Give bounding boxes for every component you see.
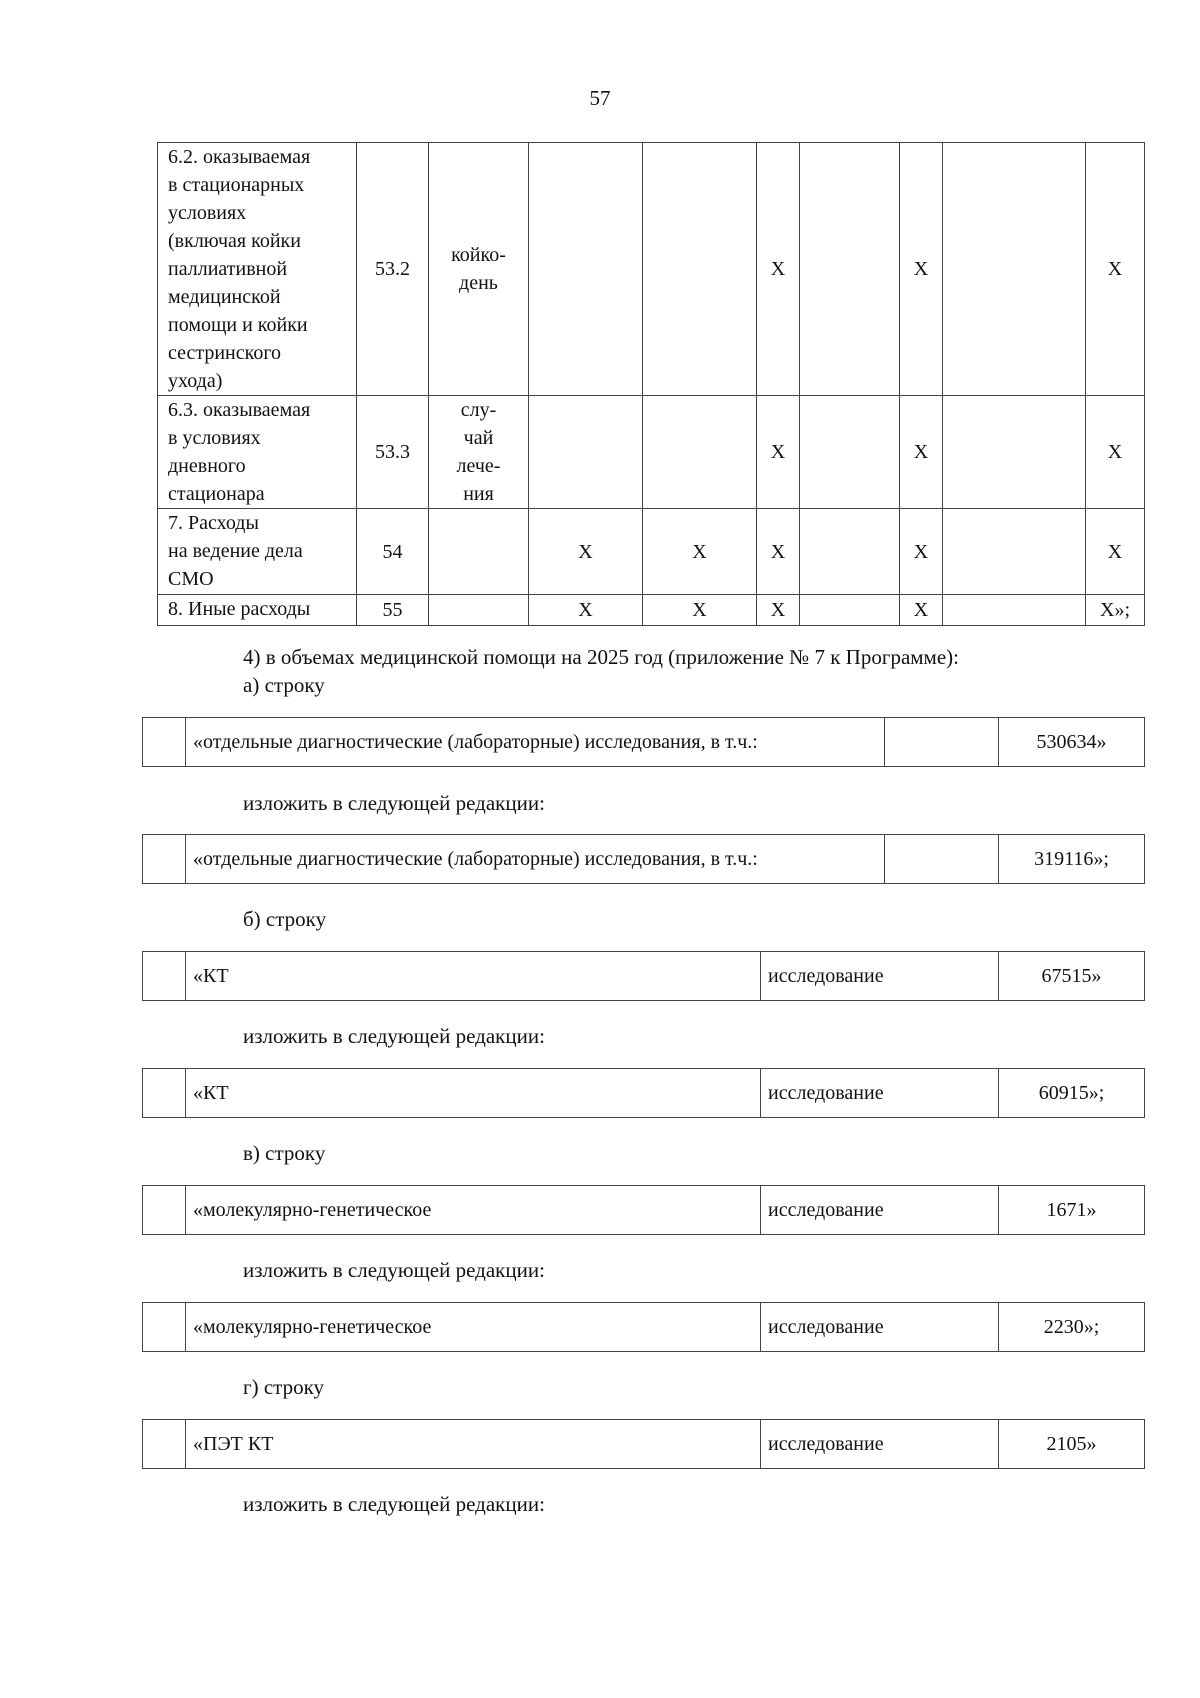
- row-name-line: 6.2. оказываемая: [168, 146, 311, 168]
- row-name: «ПЭТ КТ: [186, 1420, 761, 1469]
- row-name-line: ухода): [168, 370, 223, 392]
- row-unit-cell: [429, 396, 529, 509]
- table-row: [158, 595, 1145, 626]
- row-name: «отдельные диагностические (лабораторные) исследования, в т.ч.:: [186, 835, 885, 884]
- row-c8-cell: Х: [900, 595, 943, 626]
- row-b-old: [142, 951, 1145, 1001]
- row-name-line: дневного: [168, 455, 246, 477]
- row-c8-cell: Х: [900, 396, 943, 509]
- row-unit-cell: [429, 595, 529, 626]
- row-name-cell: [158, 396, 357, 509]
- row-code-cell: 55: [357, 595, 429, 626]
- paragraph-a: а) строку: [243, 673, 325, 697]
- row-g-old: [142, 1419, 1145, 1469]
- redaction-text: изложить в следующей редакции:: [243, 1258, 545, 1282]
- redaction-text: изложить в следующей редакции:: [243, 1024, 545, 1048]
- row-name-line: сестринского: [168, 342, 282, 364]
- row-blank-cell: [143, 718, 186, 767]
- row-c9-cell: [943, 143, 1086, 396]
- row-unit-line: лече-: [456, 455, 501, 477]
- row-c7-cell: [800, 396, 900, 509]
- row-name: «отдельные диагностические (лабораторные) исследования, в т.ч.:: [186, 718, 885, 767]
- table-row: [158, 509, 1145, 595]
- row-blank-cell: [143, 1186, 186, 1235]
- row-unit-line: слу-: [460, 399, 497, 421]
- row-c6-cell: Х: [757, 143, 800, 396]
- row-c7-cell: [800, 509, 900, 595]
- row-unit-line: чай: [463, 427, 494, 449]
- row-unit: исследование: [761, 1303, 999, 1352]
- row-b-new: [142, 1068, 1145, 1118]
- row-a-new: [142, 834, 1145, 884]
- row-value: 60915»;: [999, 1069, 1145, 1118]
- redaction-text: изложить в следующей редакции:: [243, 791, 545, 815]
- row-code-cell: 54: [357, 509, 429, 595]
- row-c6-cell: Х: [757, 595, 800, 626]
- row-unit: исследование: [761, 1420, 999, 1469]
- row-c5-cell: [643, 396, 757, 509]
- row-name-line: 6.3. оказываемая: [168, 399, 311, 421]
- paragraph-4: 4) в объемах медицинской помощи на 2025 год (приложение № 7 к Программе):: [243, 645, 959, 669]
- row-v-new: [142, 1302, 1145, 1352]
- row-value: 1671»: [999, 1186, 1145, 1235]
- row-blank-cell: [143, 835, 186, 884]
- row-c4-cell: Х: [529, 595, 643, 626]
- row-blank-cell: [143, 1420, 186, 1469]
- row-v-old: [142, 1185, 1145, 1235]
- row-name-cell: [158, 595, 357, 626]
- row-c9-cell: [943, 509, 1086, 595]
- row-value: 530634»: [999, 718, 1145, 767]
- row-blank-cell: [143, 1069, 186, 1118]
- row-name-line: паллиативной: [168, 258, 288, 280]
- row-code-cell: 53.2: [357, 143, 429, 396]
- row-c10-cell: Х: [1086, 143, 1145, 396]
- row-c10-cell: Х: [1086, 509, 1145, 595]
- row-name-line: СМО: [168, 568, 214, 590]
- row-blank-cell: [143, 952, 186, 1001]
- redaction-text: изложить в следующей редакции:: [243, 1492, 545, 1516]
- row-c4-cell: Х: [529, 509, 643, 595]
- row-c4-cell: [529, 396, 643, 509]
- expenses-table: [157, 142, 1145, 626]
- row-value: 2230»;: [999, 1303, 1145, 1352]
- row-c7-cell: [800, 595, 900, 626]
- row-name-line: на ведение дела: [168, 540, 303, 562]
- row-name: «молекулярно-генетическое: [186, 1186, 761, 1235]
- table-row: [158, 143, 1145, 396]
- row-blank-cell: [143, 1303, 186, 1352]
- paragraph-b: б) строку: [243, 907, 327, 931]
- row-unit-line: койко-: [451, 244, 506, 266]
- row-c9-cell: [943, 595, 1086, 626]
- row-name-cell: [158, 509, 357, 595]
- row-value: 319116»;: [999, 835, 1145, 884]
- row-unit-line: ния: [463, 483, 494, 505]
- row-unit: [885, 835, 999, 884]
- row-c4-cell: [529, 143, 643, 396]
- row-name-line: условиях: [168, 202, 247, 224]
- row-c6-cell: Х: [757, 396, 800, 509]
- row-name-cell: [158, 143, 357, 396]
- row-unit-line: день: [459, 272, 498, 294]
- row-c10-cell: Х»;: [1086, 595, 1145, 626]
- row-c8-cell: Х: [900, 509, 943, 595]
- row-name-line: в условиях: [168, 427, 261, 449]
- row-code-cell: 53.3: [357, 396, 429, 509]
- row-c8-cell: Х: [900, 143, 943, 396]
- row-unit-cell: [429, 509, 529, 595]
- row-unit: [885, 718, 999, 767]
- row-name: «КТ: [186, 1069, 761, 1118]
- row-unit: исследование: [761, 1069, 999, 1118]
- table-row: [158, 396, 1145, 509]
- row-c5-cell: Х: [643, 509, 757, 595]
- row-c9-cell: [943, 396, 1086, 509]
- row-a-old: [142, 717, 1145, 767]
- row-unit: исследование: [761, 952, 999, 1001]
- row-c5-cell: Х: [643, 595, 757, 626]
- row-c7-cell: [800, 143, 900, 396]
- row-name: «молекулярно-генетическое: [186, 1303, 761, 1352]
- paragraph-g: г) строку: [243, 1375, 325, 1399]
- row-name-line: помощи и койки: [168, 314, 308, 336]
- row-unit-cell: [429, 143, 529, 396]
- row-name-line: 8. Иные расходы: [168, 598, 311, 620]
- row-c5-cell: [643, 143, 757, 396]
- row-c6-cell: Х: [757, 509, 800, 595]
- row-unit: исследование: [761, 1186, 999, 1235]
- row-name-line: (включая койки: [168, 230, 301, 252]
- row-name-line: в стационарных: [168, 174, 305, 196]
- paragraph-v: в) строку: [243, 1141, 326, 1165]
- page-number: 57: [589, 86, 611, 110]
- row-value: 67515»: [999, 952, 1145, 1001]
- row-c10-cell: Х: [1086, 396, 1145, 509]
- row-name: «КТ: [186, 952, 761, 1001]
- row-name-line: 7. Расходы: [168, 512, 259, 534]
- row-name-line: медицинской: [168, 286, 281, 308]
- row-value: 2105»: [999, 1420, 1145, 1469]
- row-name-line: стационара: [168, 483, 265, 505]
